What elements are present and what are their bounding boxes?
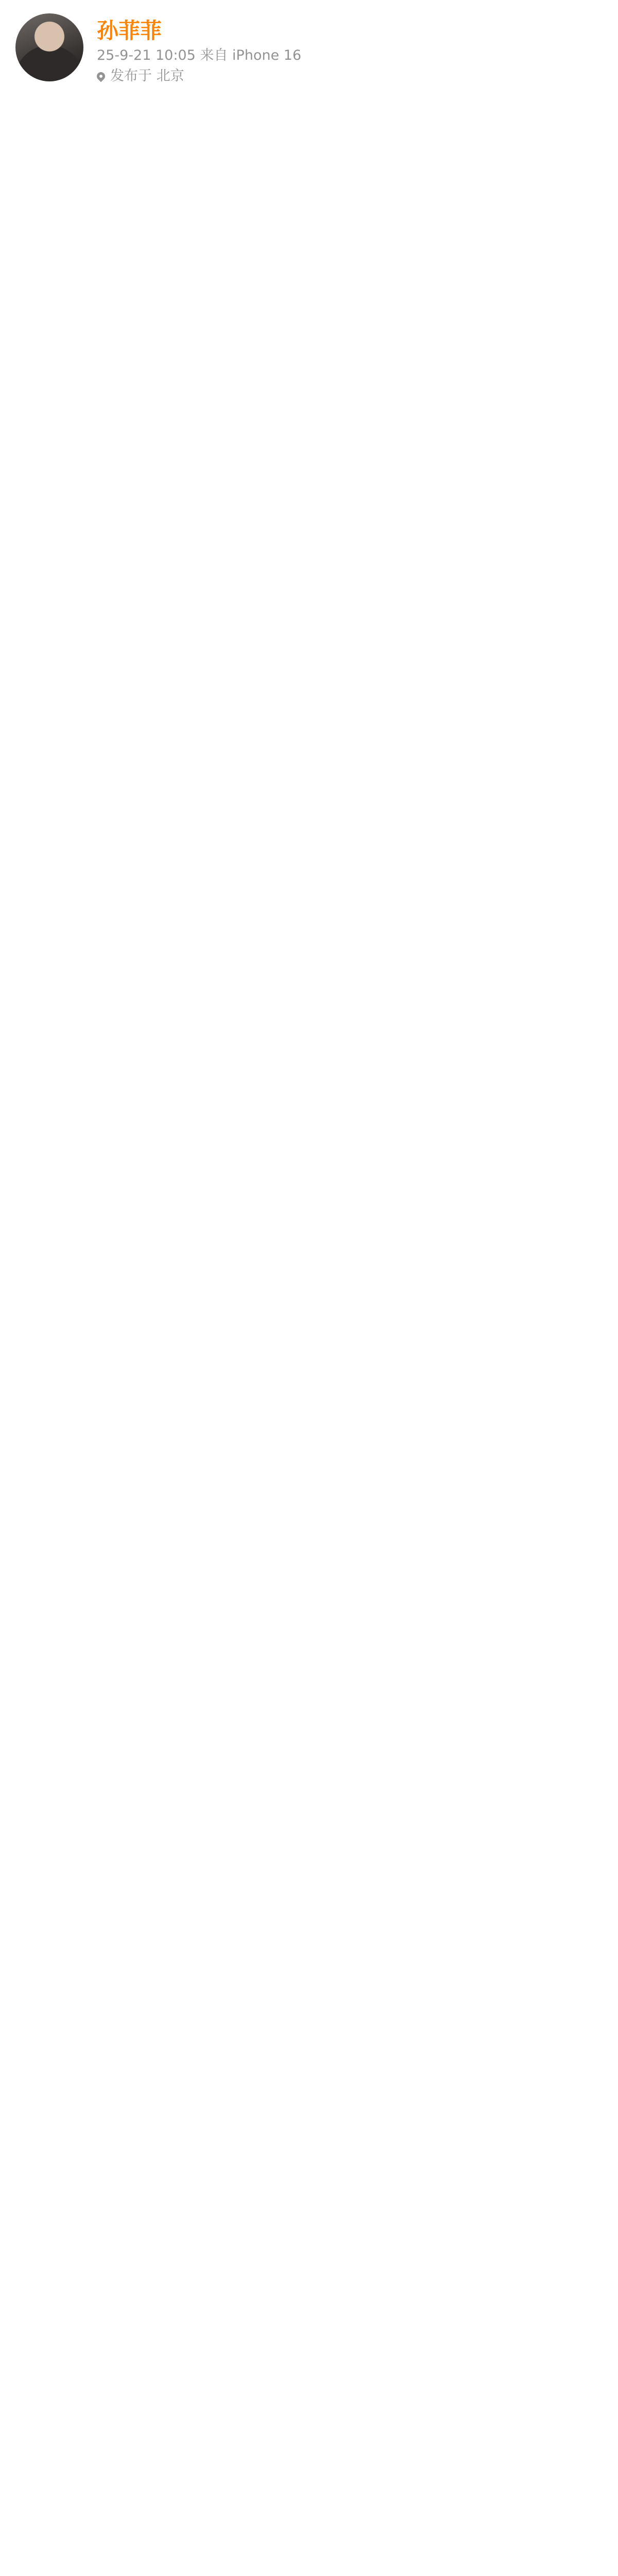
author-meta <box>97 13 301 87</box>
location-pin-icon <box>95 71 107 82</box>
post-timestamp: 25-9-21 10:05 来自 iPhone 16 <box>97 47 302 63</box>
avatar[interactable] <box>15 13 83 81</box>
author-name[interactable]: 孙菲菲 <box>97 18 162 43</box>
post-location <box>97 66 301 87</box>
post-header <box>15 13 603 96</box>
post-location-label: 发布于 北京 <box>110 68 184 84</box>
